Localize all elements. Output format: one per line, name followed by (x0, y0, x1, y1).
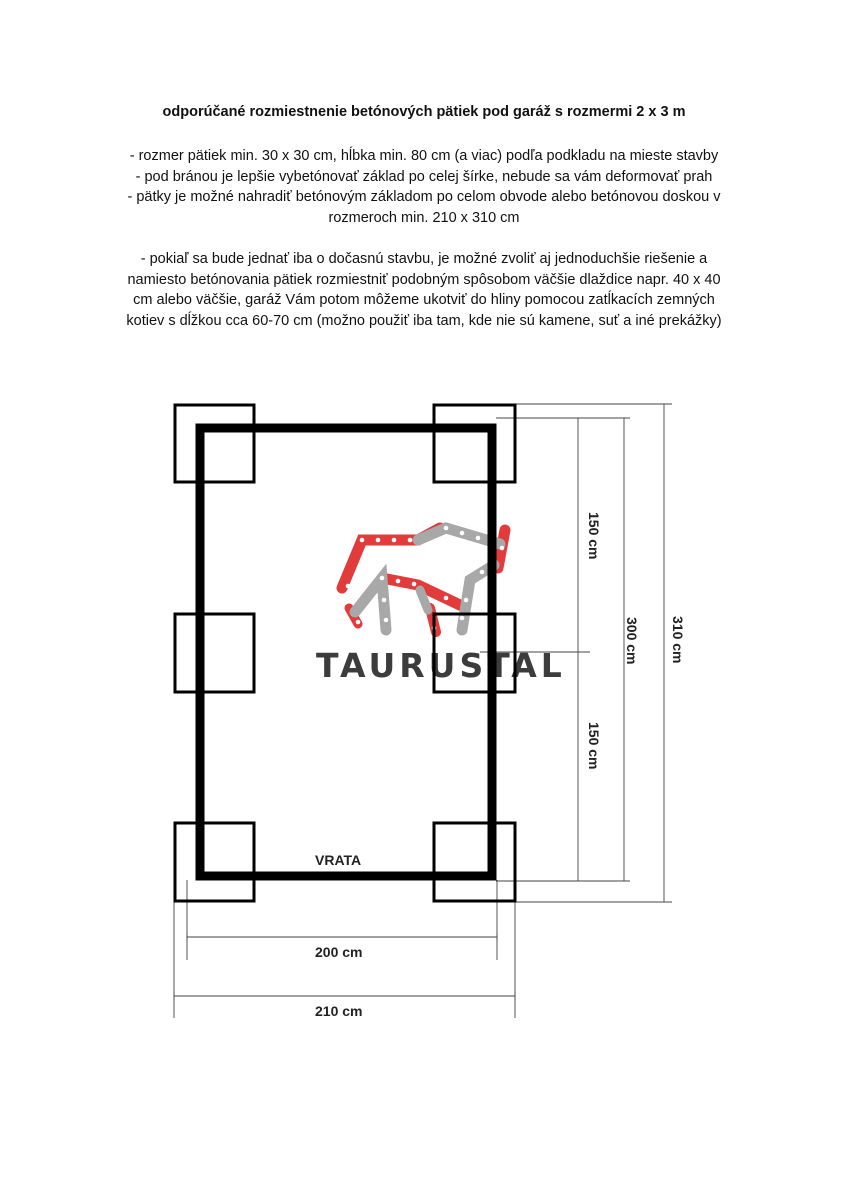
dim-inner-length-label: 300 cm (624, 617, 640, 665)
gate-label: VRATA (315, 852, 362, 868)
footing-top-left (175, 405, 254, 482)
dim-upper-half-label: 150 cm (586, 512, 602, 560)
dim-outer-length-label: 310 cm (670, 616, 686, 664)
footing-middle-left (175, 614, 254, 692)
note-line: - pokiaľ sa bude jednať iba o dočasnú stavbu, je možné zvoliť aj jednoduchšie riešenie a (140, 251, 708, 267)
dim-outer-width-label: 210 cm (315, 1003, 363, 1019)
dim-inner-width-label: 200 cm (315, 944, 363, 960)
note-line: cm alebo väčšie, garáž Vám potom môžeme ukotviť do hliny pomocou zatĺkacích zemných (133, 292, 715, 309)
logo-wordmark: TAURUSTAL (316, 646, 566, 685)
footing-bottom-right (434, 823, 515, 901)
note-line: - pätky je možné nahradiť betónovým základom po celom obvode alebo betónovou doskou v (127, 189, 721, 206)
page-title: odporúčané rozmiestnenie betónových pätiek pod garáž s rozmermi 2 x 3 m (162, 104, 686, 120)
taurustal-logo (316, 526, 566, 685)
note-line: namiesto betónovania pätiek rozmiestniť podobným spôsobom väčšie dlaždice napr. 40 x 40 (127, 271, 721, 288)
note-line: - rozmer pätiek min. 30 x 30 cm, hĺbka min. 80 cm (a viac) podľa podkladu na mieste stavby (129, 148, 719, 164)
note-line: kotiev s dĺžkou cca 60-70 cm (možno použiť iba tam, kde nie sú kamene, suť a iné prekážky) (126, 312, 722, 329)
footing-top-right (434, 405, 515, 482)
dimension-lines (174, 404, 672, 1018)
note-line: rozmeroch min. 210 x 310 cm (328, 209, 520, 226)
dim-lower-half-label: 150 cm (586, 722, 602, 770)
note-line: - pod bránou je lepšie vybetónovať základ po celej šírke, nebude sa vám deformovať prah (135, 168, 713, 185)
